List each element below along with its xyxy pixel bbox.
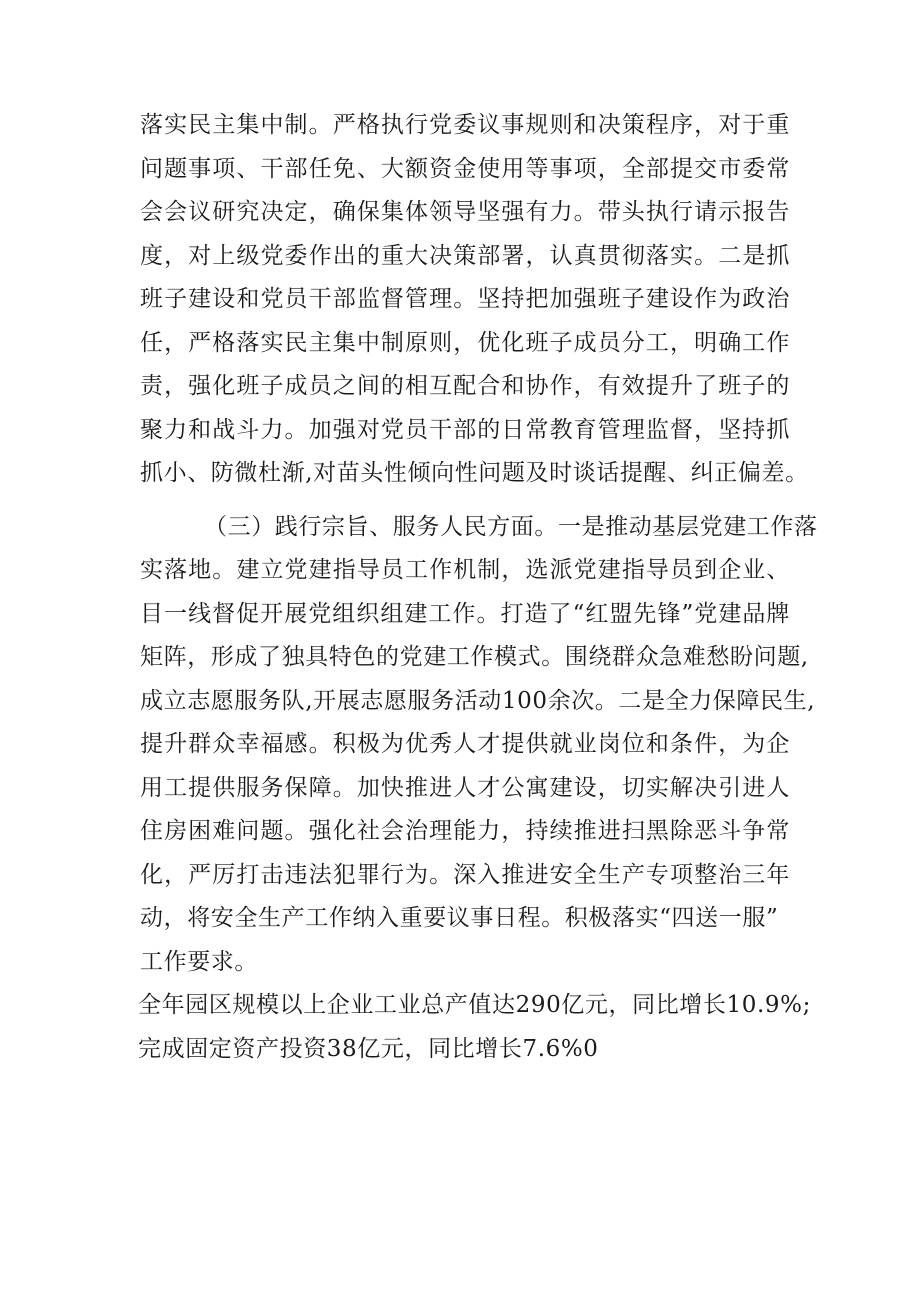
paragraph-2 bbox=[140, 506, 818, 985]
paragraph-line: 工作要求。 bbox=[140, 948, 258, 975]
paragraph-line: 矩阵，形成了独具特色的党建工作模式。围绕群众急难愁盼问题, bbox=[140, 644, 809, 670]
paragraph-line: 落实民主集中制。严格执行党委议事规则和决策程序，对于重 bbox=[140, 112, 790, 138]
paragraph-line: 任，严格落实民主集中制原则，优化班子成员分工，明确工作 bbox=[140, 329, 790, 356]
document-body bbox=[138, 104, 818, 1071]
stats-block bbox=[138, 984, 811, 1071]
paragraph-line: 会会议研究决定，确保集体领导坚强有力。带头执行请示报告 bbox=[140, 199, 790, 225]
paragraph-line: 聚力和战斗力。加强对党员干部的日常教育管理监督，坚持抓 bbox=[140, 416, 790, 443]
stats-line-investment: 完成固定资产投资38亿元，同比增长7.6%0 bbox=[138, 1035, 599, 1062]
paragraph-line: 实落地。建立党建指导员工作机制，选派党建指导员到企业、 bbox=[140, 557, 790, 583]
paragraph-line: 成立志愿服务队,开展志愿服务活动100余次。二是全力保障民生, bbox=[140, 687, 816, 714]
stats-line-output: 全年园区规模以上企业工业总产值达290亿元，同比增长10.9%; bbox=[138, 992, 811, 1018]
paragraph-line: 责，强化班子成员之间的相互配合和协作，有效提升了班子的 bbox=[140, 373, 790, 399]
paragraph-line: 住房困难问题。强化社会治理能力，持续推进扫黑除恶斗争常 bbox=[140, 818, 790, 844]
paragraph-line: 目一线督促开展党组织组建工作。打造了“红盟先锋”党建品牌 bbox=[140, 600, 790, 627]
paragraph-line: 抓小、防微杜渐,对苗头性倾向性问题及时谈话提醒、纠正偏差。 bbox=[140, 460, 809, 486]
paragraph-line: 班子建设和党员干部监督管理。坚持把加强班子建设作为政治 bbox=[140, 286, 790, 312]
paragraph-line: 提升群众幸福感。积极为优秀人才提供就业岗位和条件，为企 bbox=[140, 731, 790, 757]
paragraph-line: 问题事项、干部任免、大额资金使用等事项，全部提交市委常 bbox=[140, 155, 790, 182]
paragraph-gap bbox=[140, 496, 790, 506]
paragraph-1 bbox=[140, 104, 809, 496]
paragraph-line: 化，严厉打击违法犯罪行为。深入推进安全生产专项整治三年 bbox=[140, 861, 790, 888]
paragraph-line: 度，对上级党委作出的重大决策部署，认真贯彻落实。二是抓 bbox=[140, 242, 790, 269]
paragraph-line: 用工提供服务保障。加快推进人才公寓建设，切实解决引进人 bbox=[140, 774, 790, 801]
paragraph-line: （三）践行宗旨、服务人民方面。一是推动基层党建工作落 bbox=[204, 513, 818, 540]
paragraph-line: 动，将安全生产工作纳入重要议事日程。积极落实“四送一服” bbox=[140, 905, 779, 931]
